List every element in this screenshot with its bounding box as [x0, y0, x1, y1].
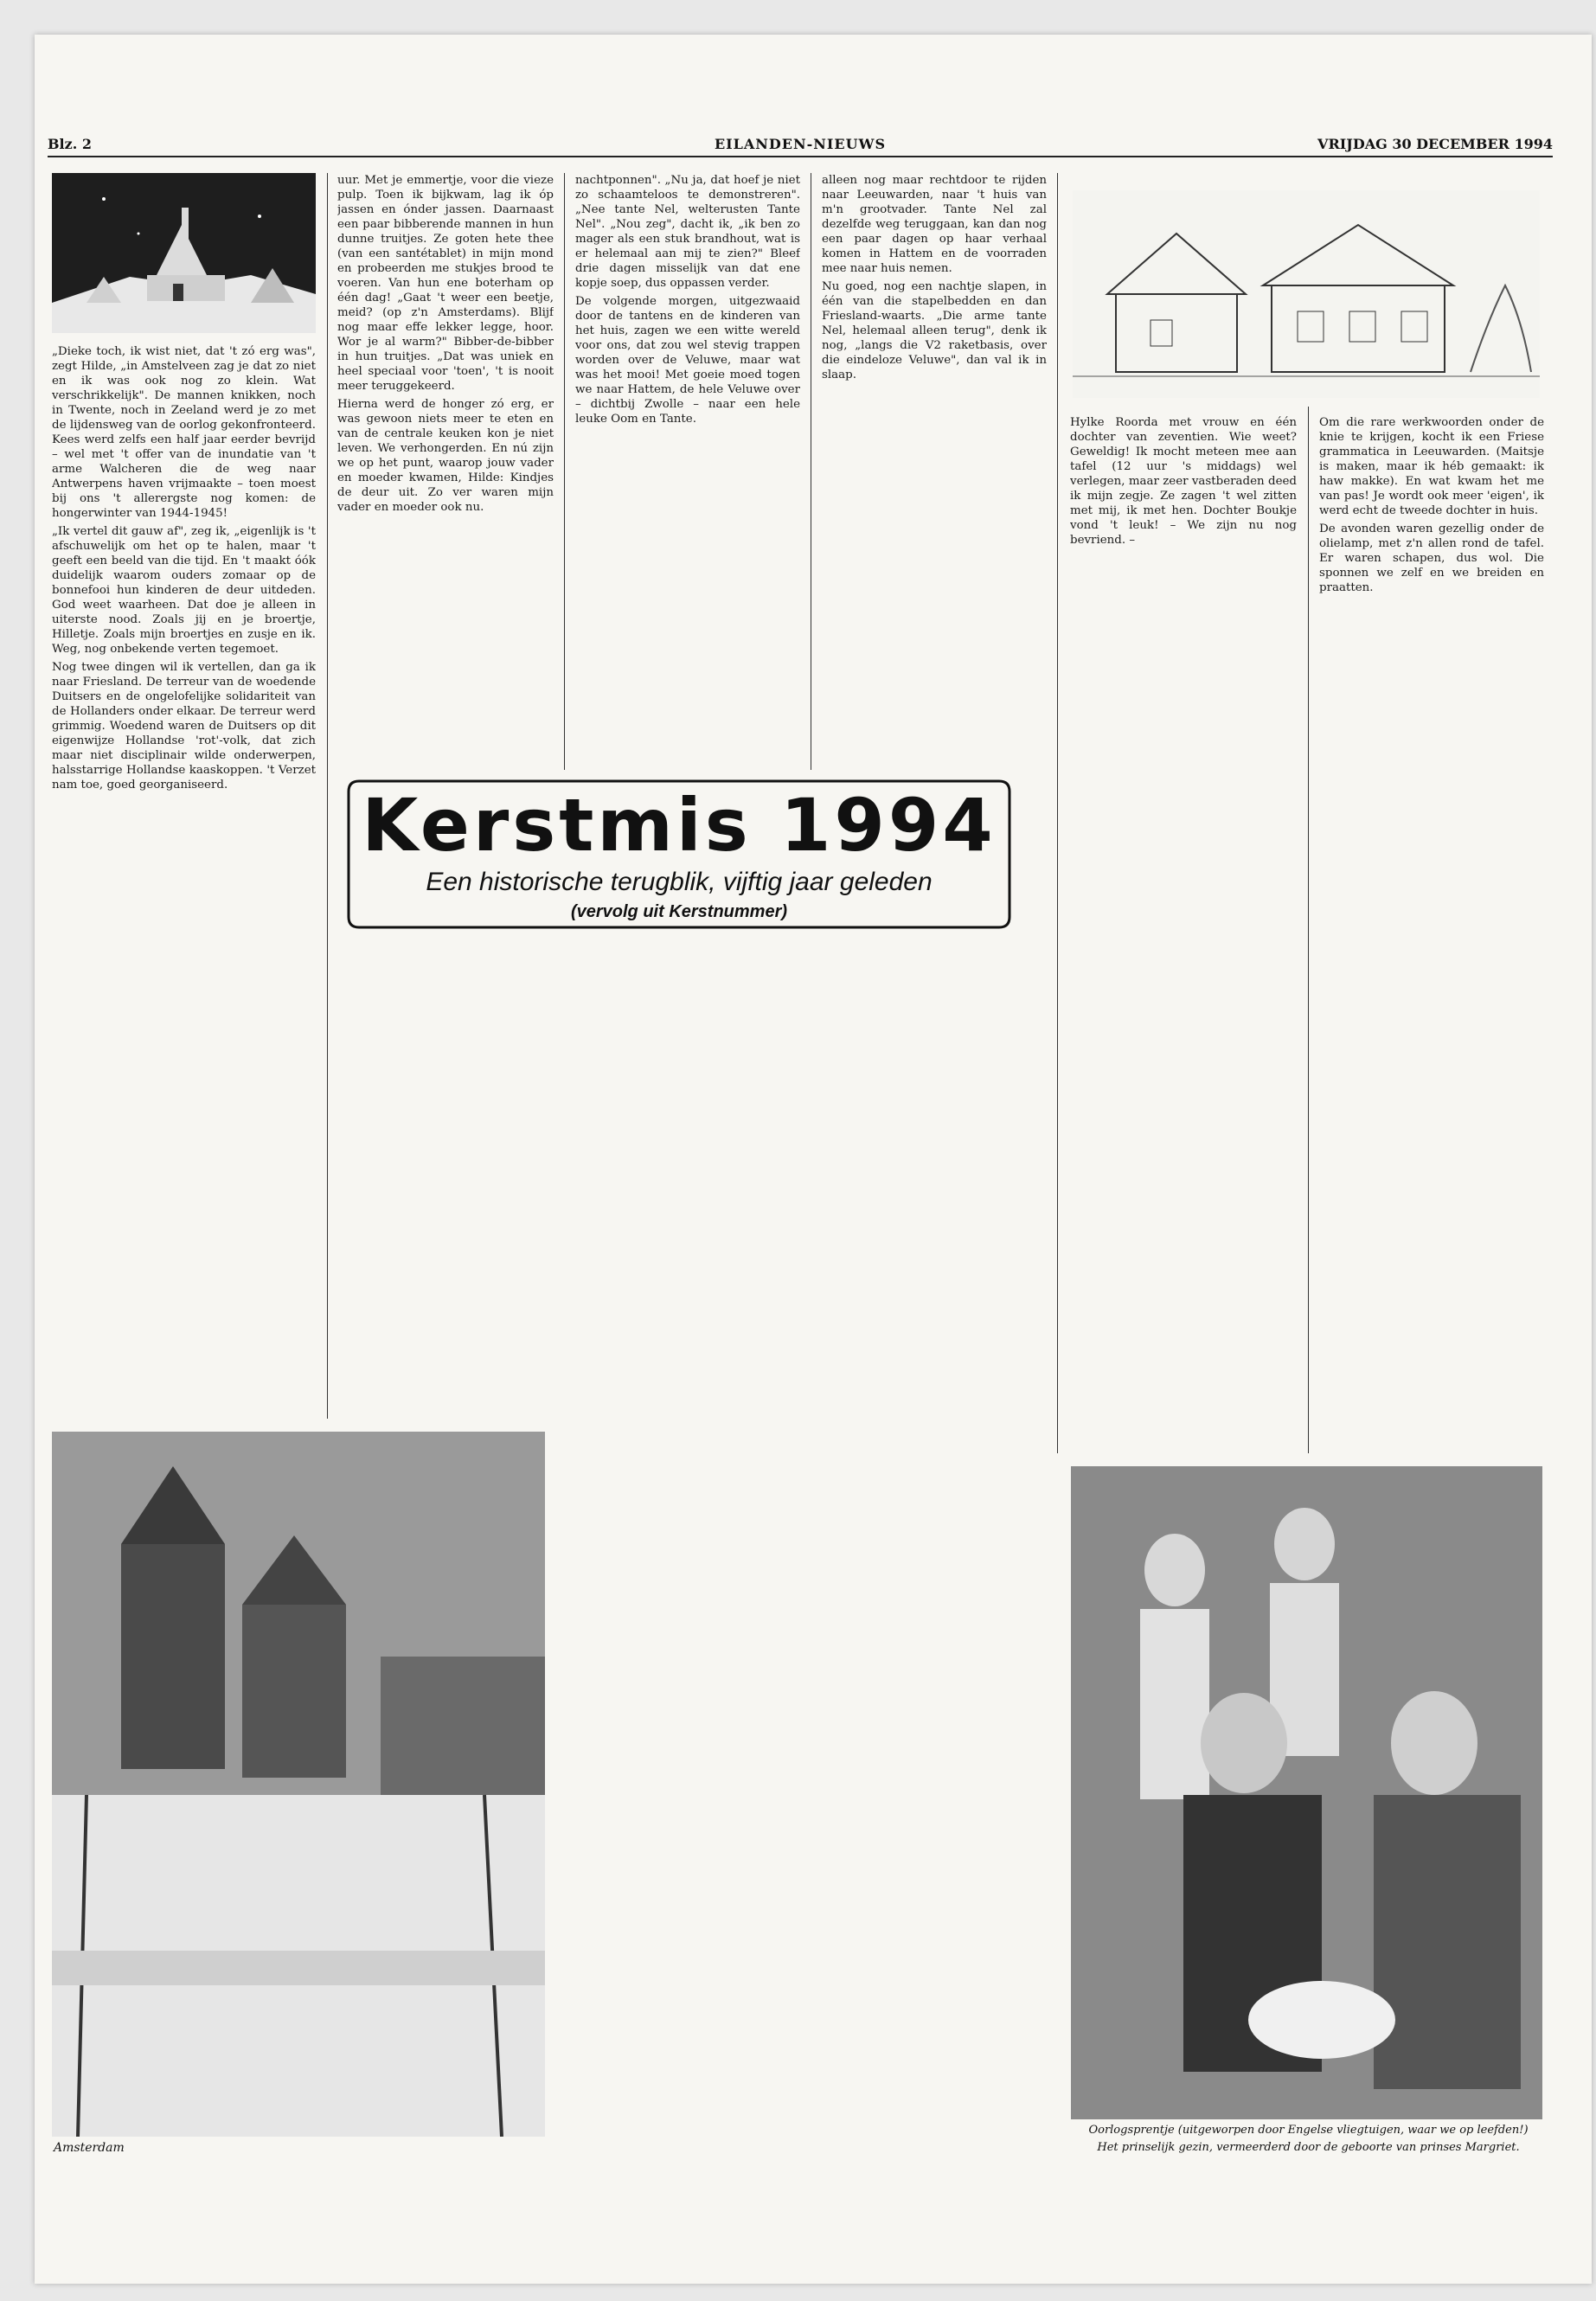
column-divider	[1308, 407, 1309, 1453]
column-2	[337, 173, 554, 766]
paragraph: Nog twee dingen wil ik vertellen, dan ga ik naar Friesland. De terreur van de woedende Duitsers en de ongelofelijke solidariteit van de Hollanders onder elkaar. De terreur werd grimmig. Woedend waren de Duitsers op dit eigenwijze Hollandse 'rot'-volk, dat zich maar niet disciplinair wilde onderwerpen, halsstarrige Hollandse kaaskoppen. 't Verzet nam toe, goed georganiseerd.	[52, 661, 316, 792]
royal-family-photo	[1071, 1466, 1542, 2119]
kerstmis-banner	[342, 774, 1016, 934]
paragraph: De avonden waren gezellig onder de olielamp, met z'n allen rond de tafel. Er waren schapen, dus wol. Die sponnen we zelf en we breiden en praatten.	[1319, 522, 1544, 594]
paragraph: „Ik vertel dit gauw af", zeg ik, „eigenlijk is 't afschuwelijk om het op te halen, maar 't geeft een beeld van die tijd. En 't maakt óók duidelijk waarom ouders zomaar op de bonnefooi hun kinderen de deur uitdeden. God weet waarheen. Dat doe je alleen in uiterste nood. Zoals jij en je broertje, Hilletje. Zoals mijn broertjes en zusje en ik. Weg, nog onbekende verten tegemoet.	[52, 525, 316, 656]
page-header	[48, 130, 1553, 157]
paragraph: alleen nog maar rechtdoor te rijden naar Leeuwarden, naar 't huis van m'n grootvader. Tante Nel zal dezelfde weg teruggaan, kan dan nog een paar dagen op haar verhaal komen in Hattem en de voorraden mee naar huis nemen.	[822, 174, 1047, 275]
church-illustration	[52, 173, 316, 333]
banner-title: Kerstmis 1994	[362, 783, 997, 868]
column-3	[575, 173, 800, 766]
paragraph: Om die rare werkwoorden onder de knie te krijgen, kocht ik een Friese grammatica in Leeuwarden. (Maitsje is maken, maar ik héb gemaakt: ik haw makke). En wat kwam het me van pas! Je wordt ook meer 'eigen', ik werd echt de tweede dochter in huis.	[1319, 416, 1544, 517]
family-caption-line-2: Het prinselijk gezin, vermeerderd door de geboorte van prinses Margriet.	[1097, 2141, 1520, 2154]
paragraph: Nu goed, nog een nachtje slapen, in één van die stapelbedden en dan Friesland-waarts. „Die arme tante Nel, helemaal alleen terug", denk ik nog, „langs die V2 raketbasis, over die eindeloze Veluwe", dan val ik in slaap.	[822, 280, 1047, 381]
page-number: Blz. 2	[48, 136, 92, 152]
banner-note: (vervolg uit Kerstnummer)	[570, 902, 788, 921]
house-sketch-illustration	[1073, 190, 1540, 398]
paragraph: uur. Met je emmertje, voor die vieze pulp. Toen ik bijkwam, lag ik óp jassen en ónder jassen. Daarnaast een paar bibberende mannen in hun dunne truitjes. Ze goten hete thee (van een santétablet) in mijn mond en probeerden me stukjes brood te voeren. Van hun ene boterham op één dag! „Gaat 't weer een beetje, meid? (op z'n Amsterdams). Blijf nog maar effe lekker legge, hoor. Wor je al warm?" Bibber-de-bibber in hun truitjes. „Dat was uniek en heel speciaal voor 'toen', 't is nooit meer teruggekeerd.	[337, 174, 554, 393]
paragraph: „Dieke toch, ik wist niet, dat 't zó erg was", zegt Hilde, „in Amstelveen zag je dat zo niet en ik was ook nog zo klein. Wat verschrikkelijk". De mannen knikken, noch in Twente, noch in Zeeland werd je zo met de lijdensweg van de oorlog gekonfronteerd. Kees werd zelfs een half jaar eerder bevrijd – wel met 't offer van de inundatie van 't arme Walcheren die de weg naar Antwerpens haven vrijmaakte – toen moest bij ons 't allerergste nog komen: de hongerwinter van 1944-1945!	[52, 345, 316, 520]
masthead: EILANDEN-NIEUWS	[714, 136, 887, 152]
paragraph: Hierna werd de honger zó erg, er was gewoon niets meer te eten en van de centrale keuken kon je niet leven. We verhongerden. En nú zijn we op het punt, waarop jouw vader en moeder kwamen, Hilde: Kindjes de deur uit. Zo ver waren mijn vader en moeder ook nu.	[337, 398, 554, 514]
column-divider	[327, 173, 328, 1419]
column-divider	[1057, 173, 1058, 1453]
banner-subtitle: Een historische terugblik, vijftig jaar geleden	[426, 868, 933, 896]
amsterdam-photo	[52, 1432, 545, 2137]
paragraph: De volgende morgen, uitgezwaaid door de tantens en de kinderen van het huis, zagen we een witte wereld voor ons, dat zou wel stevig trappen worden over de Veluwe, maar wat was het mooi! Met goeie moed togen we naar Hattem, de hele Veluwe over – dichtbij Zwolle – naar een hele leuke Oom en Tante.	[575, 295, 800, 426]
column-divider	[564, 173, 565, 770]
column-6	[1070, 415, 1297, 1449]
family-caption-line-1: Oorlogsprentje (uitgeworpen door Engelse vliegtuigen, waar we op leefden!)	[1088, 2124, 1529, 2137]
issue-date: VRIJDAG 30 DECEMBER 1994	[1317, 136, 1553, 152]
paragraph: nachtponnen". „Nu ja, dat hoef je niet zo schaamteloos te demonstreren". „Nee tante Nel, welterusten Tante Nel". „Nou zeg", dacht ik, „ik ben zo mager als een stuk brandhout, wat is er helemaal aan mij te zien?" Bleef drie dagen misselijk van dat ene kopje soep, dus oppassen verder.	[575, 174, 800, 290]
amsterdam-caption: Amsterdam	[54, 2141, 125, 2155]
paragraph: Hylke Roorda met vrouw en één dochter van zeventien. Wie weet? Geweldig! Ik mocht meteen mee aan tafel (12 uur 's middags) wel verlegen, maar zeer vastberaden deed ik mijn zegje. Ze zagen 't wel zitten met mij, ik met hen. Dochter Boukje vond 't leuk! – We zijn nu nog bevriend. –	[1070, 416, 1297, 547]
column-4	[822, 173, 1047, 766]
column-1	[52, 344, 316, 1413]
column-5	[1319, 415, 1544, 1449]
